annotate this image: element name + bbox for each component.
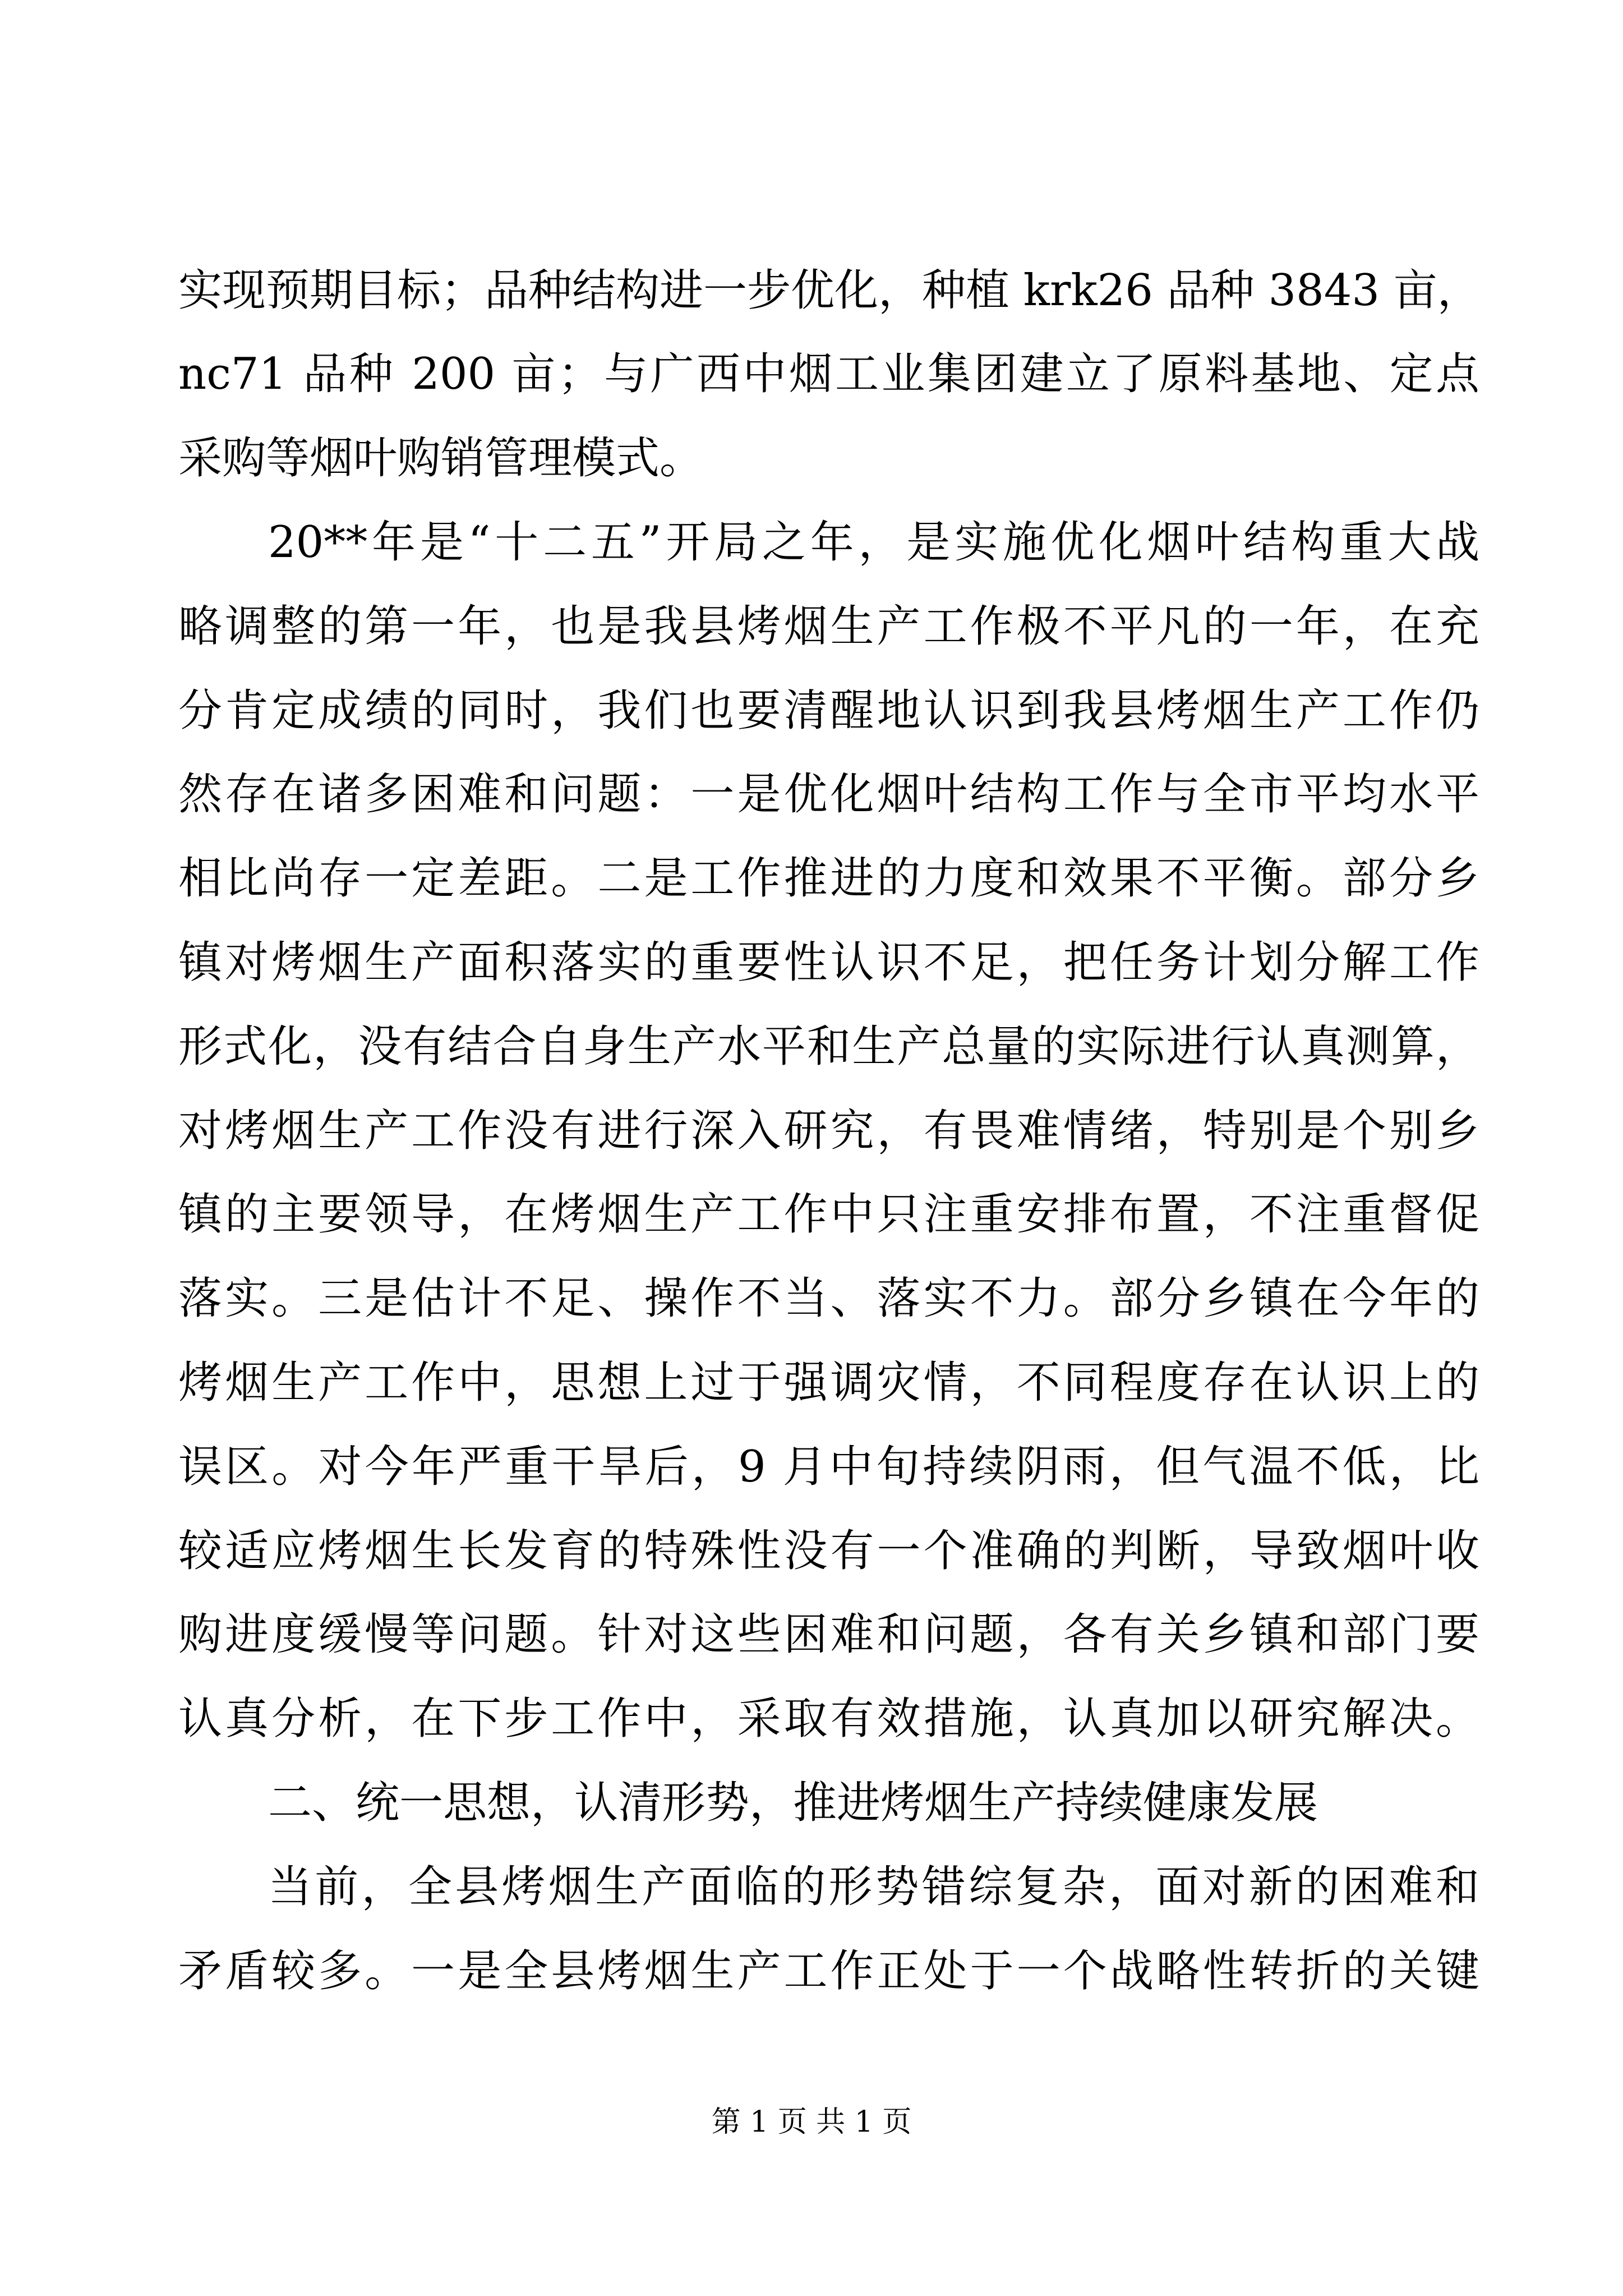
text-line-12: 镇的主要领导，在烤烟生产工作中只注重安排布置，不注重督促 <box>178 1189 1479 1240</box>
text-line-1: 实现预期目标；品种结构进一步优化，种植 krk26 品种 3843 亩， <box>178 265 1481 316</box>
text-line-6: 分肯定成绩的同时，我们也要清醒地认识到我县烤烟生产工作仍 <box>178 685 1479 736</box>
text-line-11: 对烤烟生产工作没有进行深入研究，有畏难情绪，特别是个别乡 <box>178 1106 1479 1156</box>
section-heading: 二、统一思想，认清形势，推进烤烟生产持续健康发展 <box>268 1778 1318 1828</box>
text-line-2: nc71 品种 200 亩；与广西中烟工业集团建立了原料基地、定点 <box>178 349 1479 399</box>
text-line-21: 矛盾较多。一是全县烤烟生产工作正处于一个战略性转折的关键 <box>178 1946 1479 1996</box>
text-line-18: 认真分析，在下步工作中，采取有效措施，认真加以研究解决。 <box>178 1694 1479 1744</box>
text-line-17: 购进度缓慢等问题。针对这些困难和问题，各有关乡镇和部门要 <box>178 1609 1479 1660</box>
page-number-footer: 第 1 页 共 1 页 <box>711 2105 912 2139</box>
text-line-10: 形式化，没有结合自身生产水平和生产总量的实际进行认真测算， <box>178 1022 1479 1072</box>
text-line-5: 略调整的第一年，也是我县烤烟生产工作极不平凡的一年，在充 <box>178 601 1479 652</box>
text-line-15: 误区。对今年严重干旱后，9 月中旬持续阴雨，但气温不低，比 <box>178 1442 1479 1492</box>
paragraph-4-line-1: 当前，全县烤烟生产面临的形势错综复杂，面对新的困难和 <box>268 1862 1479 1912</box>
text-line-16: 较适应烤烟生长发育的特殊性没有一个准确的判断，导致烟叶收 <box>178 1526 1479 1576</box>
text-line-9: 镇对烤烟生产面积落实的重要性认识不足，把任务计划分解工作 <box>178 937 1479 988</box>
text-line-13: 落实。三是估计不足、操作不当、落实不力。部分乡镇在今年的 <box>178 1273 1479 1324</box>
text-line-8: 相比尚存一定差距。二是工作推进的力度和效果不平衡。部分乡 <box>178 853 1479 904</box>
text-line-3: 采购等烟叶购销管理模式。 <box>178 433 704 484</box>
text-line-14: 烤烟生产工作中，思想上过于强调灾情，不同程度存在认识上的 <box>178 1358 1479 1408</box>
text-line-7: 然存在诸多困难和问题：一是优化烟叶结构工作与全市平均水平 <box>178 769 1479 820</box>
paragraph-2-line-1: 20**年是“十二五”开局之年，是实施优化烟叶结构重大战 <box>268 517 1479 568</box>
